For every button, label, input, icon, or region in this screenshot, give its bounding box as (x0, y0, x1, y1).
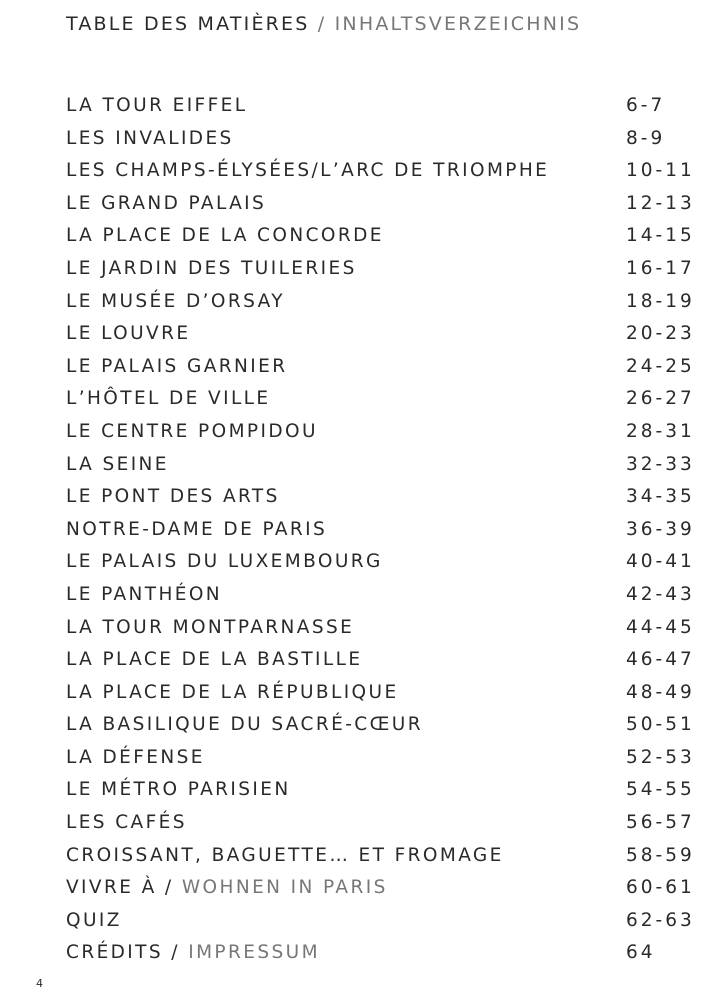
title-french: TABLE DES MATIÈRES (66, 13, 310, 35)
toc-entry[interactable] (66, 286, 706, 319)
toc-entry[interactable] (66, 351, 706, 384)
toc-entry-title: LES CHAMPS-ÉLYSÉES/L’ARC DE TRIOMPHE (66, 160, 550, 182)
toc-entry[interactable] (66, 579, 706, 612)
toc-entry-label (66, 220, 384, 253)
toc-entry-pages: 50-51 (626, 714, 695, 736)
page-title (66, 13, 581, 35)
toc-entry[interactable] (66, 937, 706, 970)
toc-entry-label (66, 677, 399, 710)
toc-entry-pages: 56-57 (626, 812, 695, 834)
toc-entry-title: LA PLACE DE LA CONCORDE (66, 225, 384, 247)
toc-entry-pages: 46-47 (626, 649, 695, 671)
toc-entry[interactable] (66, 709, 706, 742)
toc-entry[interactable] (66, 253, 706, 286)
toc-entry-translation: IMPRESSUM (188, 942, 320, 964)
toc-entry-label (66, 514, 327, 547)
toc-entry[interactable] (66, 742, 706, 775)
toc-entry-title: LE PALAIS GARNIER (66, 355, 288, 377)
toc-entry[interactable] (66, 481, 706, 514)
toc-entry-label (66, 123, 234, 156)
toc-entry[interactable] (66, 840, 706, 873)
toc-entry[interactable] (66, 514, 706, 547)
toc-entry-label (66, 449, 169, 482)
toc-entry-title: CRÉDITS (66, 942, 164, 964)
toc-entry-label (66, 872, 388, 905)
toc-entry-pages: 64 (626, 942, 656, 964)
toc-entry[interactable] (66, 612, 706, 645)
toc-entry-pages: 16-17 (626, 257, 695, 279)
toc-entry-pages: 52-53 (626, 746, 695, 768)
title-german: INHALTSVERZEICHNIS (334, 13, 582, 35)
toc-entry[interactable] (66, 383, 706, 416)
toc-entry-title: L’HÔTEL DE VILLE (66, 388, 271, 410)
toc-entry-title: LA SEINE (66, 453, 169, 475)
toc-entry-title: LE MUSÉE D’ORSAY (66, 290, 285, 312)
toc-entry-pages: 36-39 (626, 518, 695, 540)
title-separator: / (309, 13, 335, 35)
toc-entry-separator: / (163, 942, 189, 964)
toc-entry-label (66, 840, 504, 873)
toc-entry-label (66, 709, 423, 742)
toc-entry-label (66, 155, 549, 188)
toc-entry[interactable] (66, 872, 706, 905)
toc-entry-title: LE CENTRE POMPIDOU (66, 420, 318, 442)
toc-entry-label (66, 644, 362, 677)
toc-entry-label (66, 481, 280, 514)
toc-entry-title: LES INVALIDES (66, 127, 234, 149)
toc-entry-title: CROISSANT, BAGUETTE… ET FROMAGE (66, 844, 504, 866)
toc-entry-title: LE PONT DES ARTS (66, 486, 280, 508)
toc-entry-title: LA BASILIQUE DU SACRÉ-CŒUR (66, 714, 423, 736)
toc-entry-pages: 58-59 (626, 844, 695, 866)
toc-entry[interactable] (66, 807, 706, 840)
toc-entry-separator: / (156, 877, 182, 899)
toc-entry-pages: 14-15 (626, 225, 695, 247)
toc-entry[interactable] (66, 905, 706, 938)
toc-entry-label (66, 188, 266, 221)
toc-entry-pages: 32-33 (626, 453, 695, 475)
toc-entry-translation: WOHNEN IN PARIS (181, 877, 388, 899)
toc-entry-title: QUIZ (66, 909, 122, 931)
toc-entry-label (66, 253, 357, 286)
toc-entry-label (66, 383, 270, 416)
toc-entry[interactable] (66, 220, 706, 253)
toc-entry-label (66, 742, 205, 775)
toc-entry-label (66, 351, 287, 384)
toc-entry-pages: 60-61 (626, 877, 695, 899)
toc-entry-label (66, 318, 190, 351)
toc-entry[interactable] (66, 449, 706, 482)
toc-entry-title: NOTRE-DAME DE PARIS (66, 518, 328, 540)
toc-entry-label (66, 90, 247, 123)
toc-entry-title: LA PLACE DE LA RÉPUBLIQUE (66, 681, 399, 703)
toc-entry[interactable] (66, 546, 706, 579)
toc-entry-pages: 42-43 (626, 583, 695, 605)
toc-entry-label (66, 612, 354, 645)
toc-entry-pages: 62-63 (626, 909, 695, 931)
toc-entry-pages: 48-49 (626, 681, 695, 703)
toc-entry-title: LA DÉFENSE (66, 746, 205, 768)
toc-entry-pages: 28-31 (626, 420, 695, 442)
toc-entry-title: LE GRAND PALAIS (66, 192, 267, 214)
toc-entry-pages: 18-19 (626, 290, 695, 312)
toc-entry-title: LA PLACE DE LA BASTILLE (66, 649, 363, 671)
toc-entry-title: LE PALAIS DU LUXEMBOURG (66, 551, 383, 573)
toc-entry-pages: 24-25 (626, 355, 695, 377)
toc-entry-title: LE MÉTRO PARISIEN (66, 779, 291, 801)
toc-entry-title: LA TOUR EIFFEL (66, 95, 248, 116)
toc-entry-pages: 6-7 (626, 95, 666, 116)
toc-entry-label (66, 579, 222, 612)
toc-entry[interactable] (66, 123, 706, 156)
toc-entry-pages: 40-41 (626, 551, 695, 573)
toc-entry-label (66, 546, 383, 579)
toc-entry-label (66, 286, 285, 319)
toc-entry[interactable] (66, 90, 706, 123)
toc-entry-title: LE LOUVRE (66, 323, 191, 345)
toc-entry-label (66, 774, 291, 807)
toc-entry-label (66, 807, 187, 840)
toc-entry-pages: 20-23 (626, 323, 695, 345)
toc-entry-pages: 34-35 (626, 486, 695, 508)
table-of-contents (66, 90, 706, 970)
toc-entry-title: VIVRE À (66, 877, 157, 899)
toc-entry[interactable] (66, 644, 706, 677)
toc-entry-title: LES CAFÉS (66, 812, 187, 834)
toc-entry[interactable] (66, 318, 706, 351)
toc-entry-title: LE PANTHÉON (66, 583, 223, 605)
toc-entry[interactable] (66, 188, 706, 221)
toc-entry-pages: 8-9 (626, 127, 666, 149)
toc-entry-pages: 54-55 (626, 779, 695, 801)
toc-entry[interactable] (66, 416, 706, 449)
toc-entry-label (66, 416, 318, 449)
toc-entry[interactable] (66, 155, 706, 188)
toc-entry[interactable] (66, 774, 706, 807)
toc-entry-pages: 44-45 (626, 616, 695, 638)
toc-entry-label (66, 905, 122, 938)
toc-entry-title: LE JARDIN DES TUILERIES (66, 257, 357, 279)
toc-entry[interactable] (66, 677, 706, 710)
toc-entry-label (66, 937, 320, 970)
toc-entry-pages: 26-27 (626, 388, 695, 410)
page-number: 4 (36, 977, 43, 990)
toc-entry-pages: 10-11 (626, 160, 695, 182)
toc-entry-title: LA TOUR MONTPARNASSE (66, 616, 355, 638)
toc-entry-pages: 12-13 (626, 192, 695, 214)
